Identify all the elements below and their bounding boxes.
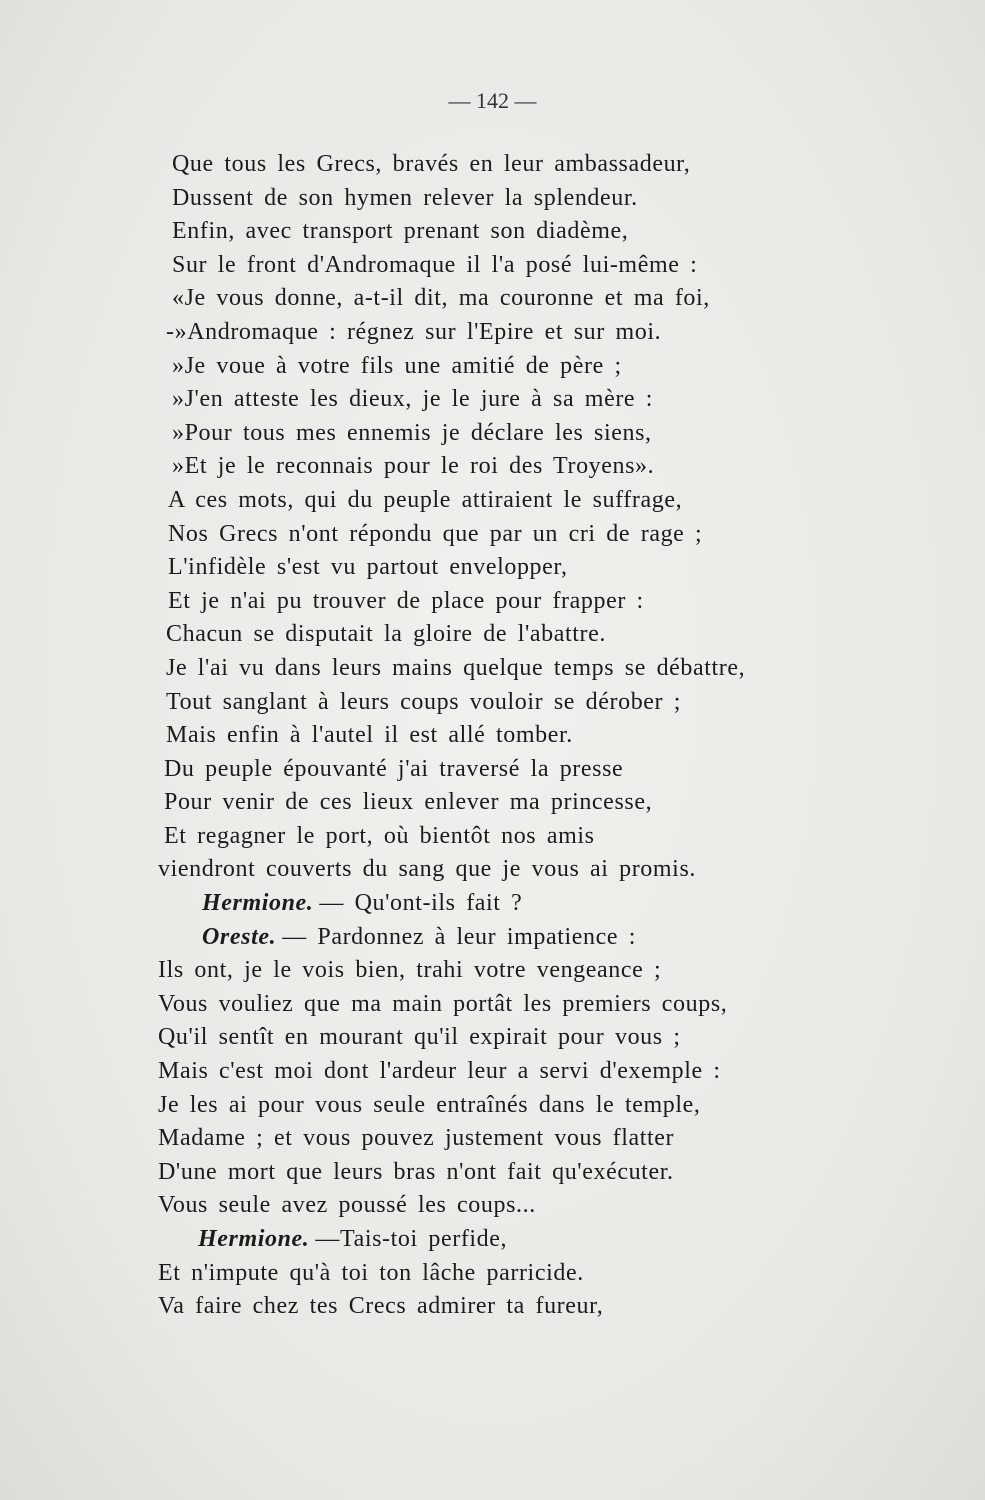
verse-line	[158, 853, 838, 887]
line-text: Ils ont, je le vois bien, trahi votre vengeance ;	[158, 957, 662, 984]
verse-line	[158, 1156, 838, 1190]
verse-line	[158, 1189, 838, 1223]
verse-line	[158, 1089, 838, 1123]
line-text: D'une mort que leurs bras n'ont fait qu'exécuter.	[158, 1158, 674, 1185]
verse-line	[158, 215, 838, 249]
line-text: Sur le front d'Andromaque il l'a posé lui-même :	[172, 251, 698, 278]
line-text: viendront couverts du sang que je vous ai promis.	[158, 856, 696, 883]
verse-line	[158, 518, 838, 552]
verse-line	[158, 316, 838, 350]
verse-line	[158, 1021, 838, 1055]
verse-line	[158, 282, 838, 316]
line-text: Du peuple épouvanté j'ai traversé la presse	[164, 755, 624, 782]
line-text: »Je voue à votre fils une amitié de père ;	[172, 352, 622, 379]
verse-line	[158, 618, 838, 652]
line-text: Mais enfin à l'autel il est allé tomber.	[166, 722, 573, 749]
verse-line	[158, 1257, 838, 1291]
verse-line	[158, 719, 838, 753]
line-text: Et n'impute qu'à toi ton lâche parricide.	[158, 1259, 584, 1286]
line-text: Et je n'ai pu trouver de place pour frapper :	[168, 587, 644, 614]
line-text: — Pardonnez à leur impatience :	[282, 923, 636, 950]
line-text: Je l'ai vu dans leurs mains quelque temps se débattre,	[166, 654, 746, 681]
page-number: — 142 —	[448, 88, 537, 113]
verse-line	[158, 820, 838, 854]
line-text: — Qu'ont-ils fait ?	[319, 890, 523, 917]
line-text: -»Andromaque : régnez sur l'Epire et sur moi.	[166, 318, 662, 345]
verse-line	[158, 417, 838, 451]
verse-line	[158, 484, 838, 518]
line-text: Pour venir de ces lieux enlever ma princesse,	[164, 789, 653, 816]
verse-line	[158, 585, 838, 619]
line-text: Tout sanglant à leurs coups vouloir se dérober ;	[166, 688, 682, 715]
speaker-name: Hermione.	[198, 1226, 310, 1252]
verse-line	[158, 753, 838, 787]
dialogue-line	[158, 1223, 838, 1257]
line-text: —Tais-toi perfide,	[315, 1226, 508, 1252]
verse-line	[158, 249, 838, 283]
verse-line	[158, 652, 838, 686]
verse-line	[158, 350, 838, 384]
line-text: Madame ; et vous pouvez justement vous flatter	[158, 1125, 675, 1152]
line-text: Enfin, avec transport prenant son diadème,	[172, 218, 629, 245]
line-text: »Et je le reconnais pour le roi des Troyens».	[172, 453, 655, 480]
line-text: Que tous les Grecs, bravés en leur ambassadeur,	[172, 151, 691, 177]
verse-line	[158, 148, 838, 182]
verse-line	[158, 383, 838, 417]
line-text: L'infidèle s'est vu partout envelopper,	[168, 554, 568, 581]
dialogue-line	[158, 887, 838, 921]
verse-line	[158, 1290, 838, 1324]
line-text: Et regagner le port, où bientôt nos amis	[164, 822, 595, 849]
line-text: Qu'il sentît en mourant qu'il expirait pour vous ;	[158, 1024, 681, 1051]
verse-line	[158, 954, 838, 988]
verse-line	[158, 786, 838, 820]
verse-line	[158, 1122, 838, 1156]
verse-line	[158, 686, 838, 720]
speaker-name: Hermione.	[202, 890, 314, 917]
line-text: Mais c'est moi dont l'ardeur leur a servi d'exemple :	[158, 1058, 721, 1085]
line-text: Vous seule avez poussé les coups...	[158, 1192, 536, 1219]
line-text: »J'en atteste les dieux, je le jure à sa mère :	[172, 386, 654, 413]
speaker-name: Oreste.	[202, 923, 277, 950]
verse-line	[158, 450, 838, 484]
line-text: Dussent de son hymen relever la splendeur.	[172, 184, 638, 211]
line-text: Va faire chez tes Crecs admirer ta fureur,	[158, 1293, 604, 1320]
verse-line	[158, 551, 838, 585]
dialogue-line	[158, 921, 838, 955]
line-text: Je les ai pour vous seule entraînés dans le temple,	[158, 1091, 701, 1118]
line-text: Vous vouliez que ma main portât les premiers coups,	[158, 990, 728, 1017]
verse-text	[158, 148, 838, 1324]
verse-line	[158, 1055, 838, 1089]
verse-line	[158, 988, 838, 1022]
line-text: «Je vous donne, a-t-il dit, ma couronne et ma foi,	[172, 285, 710, 312]
line-text: A ces mots, qui du peuple attiraient le suffrage,	[168, 486, 683, 513]
line-text: Nos Grecs n'ont répondu que par un cri de rage ;	[168, 520, 703, 547]
verse-line	[158, 182, 838, 216]
line-text: »Pour tous mes ennemis je déclare les siens,	[172, 419, 652, 446]
line-text: Chacun se disputait la gloire de l'abattre.	[166, 621, 606, 648]
